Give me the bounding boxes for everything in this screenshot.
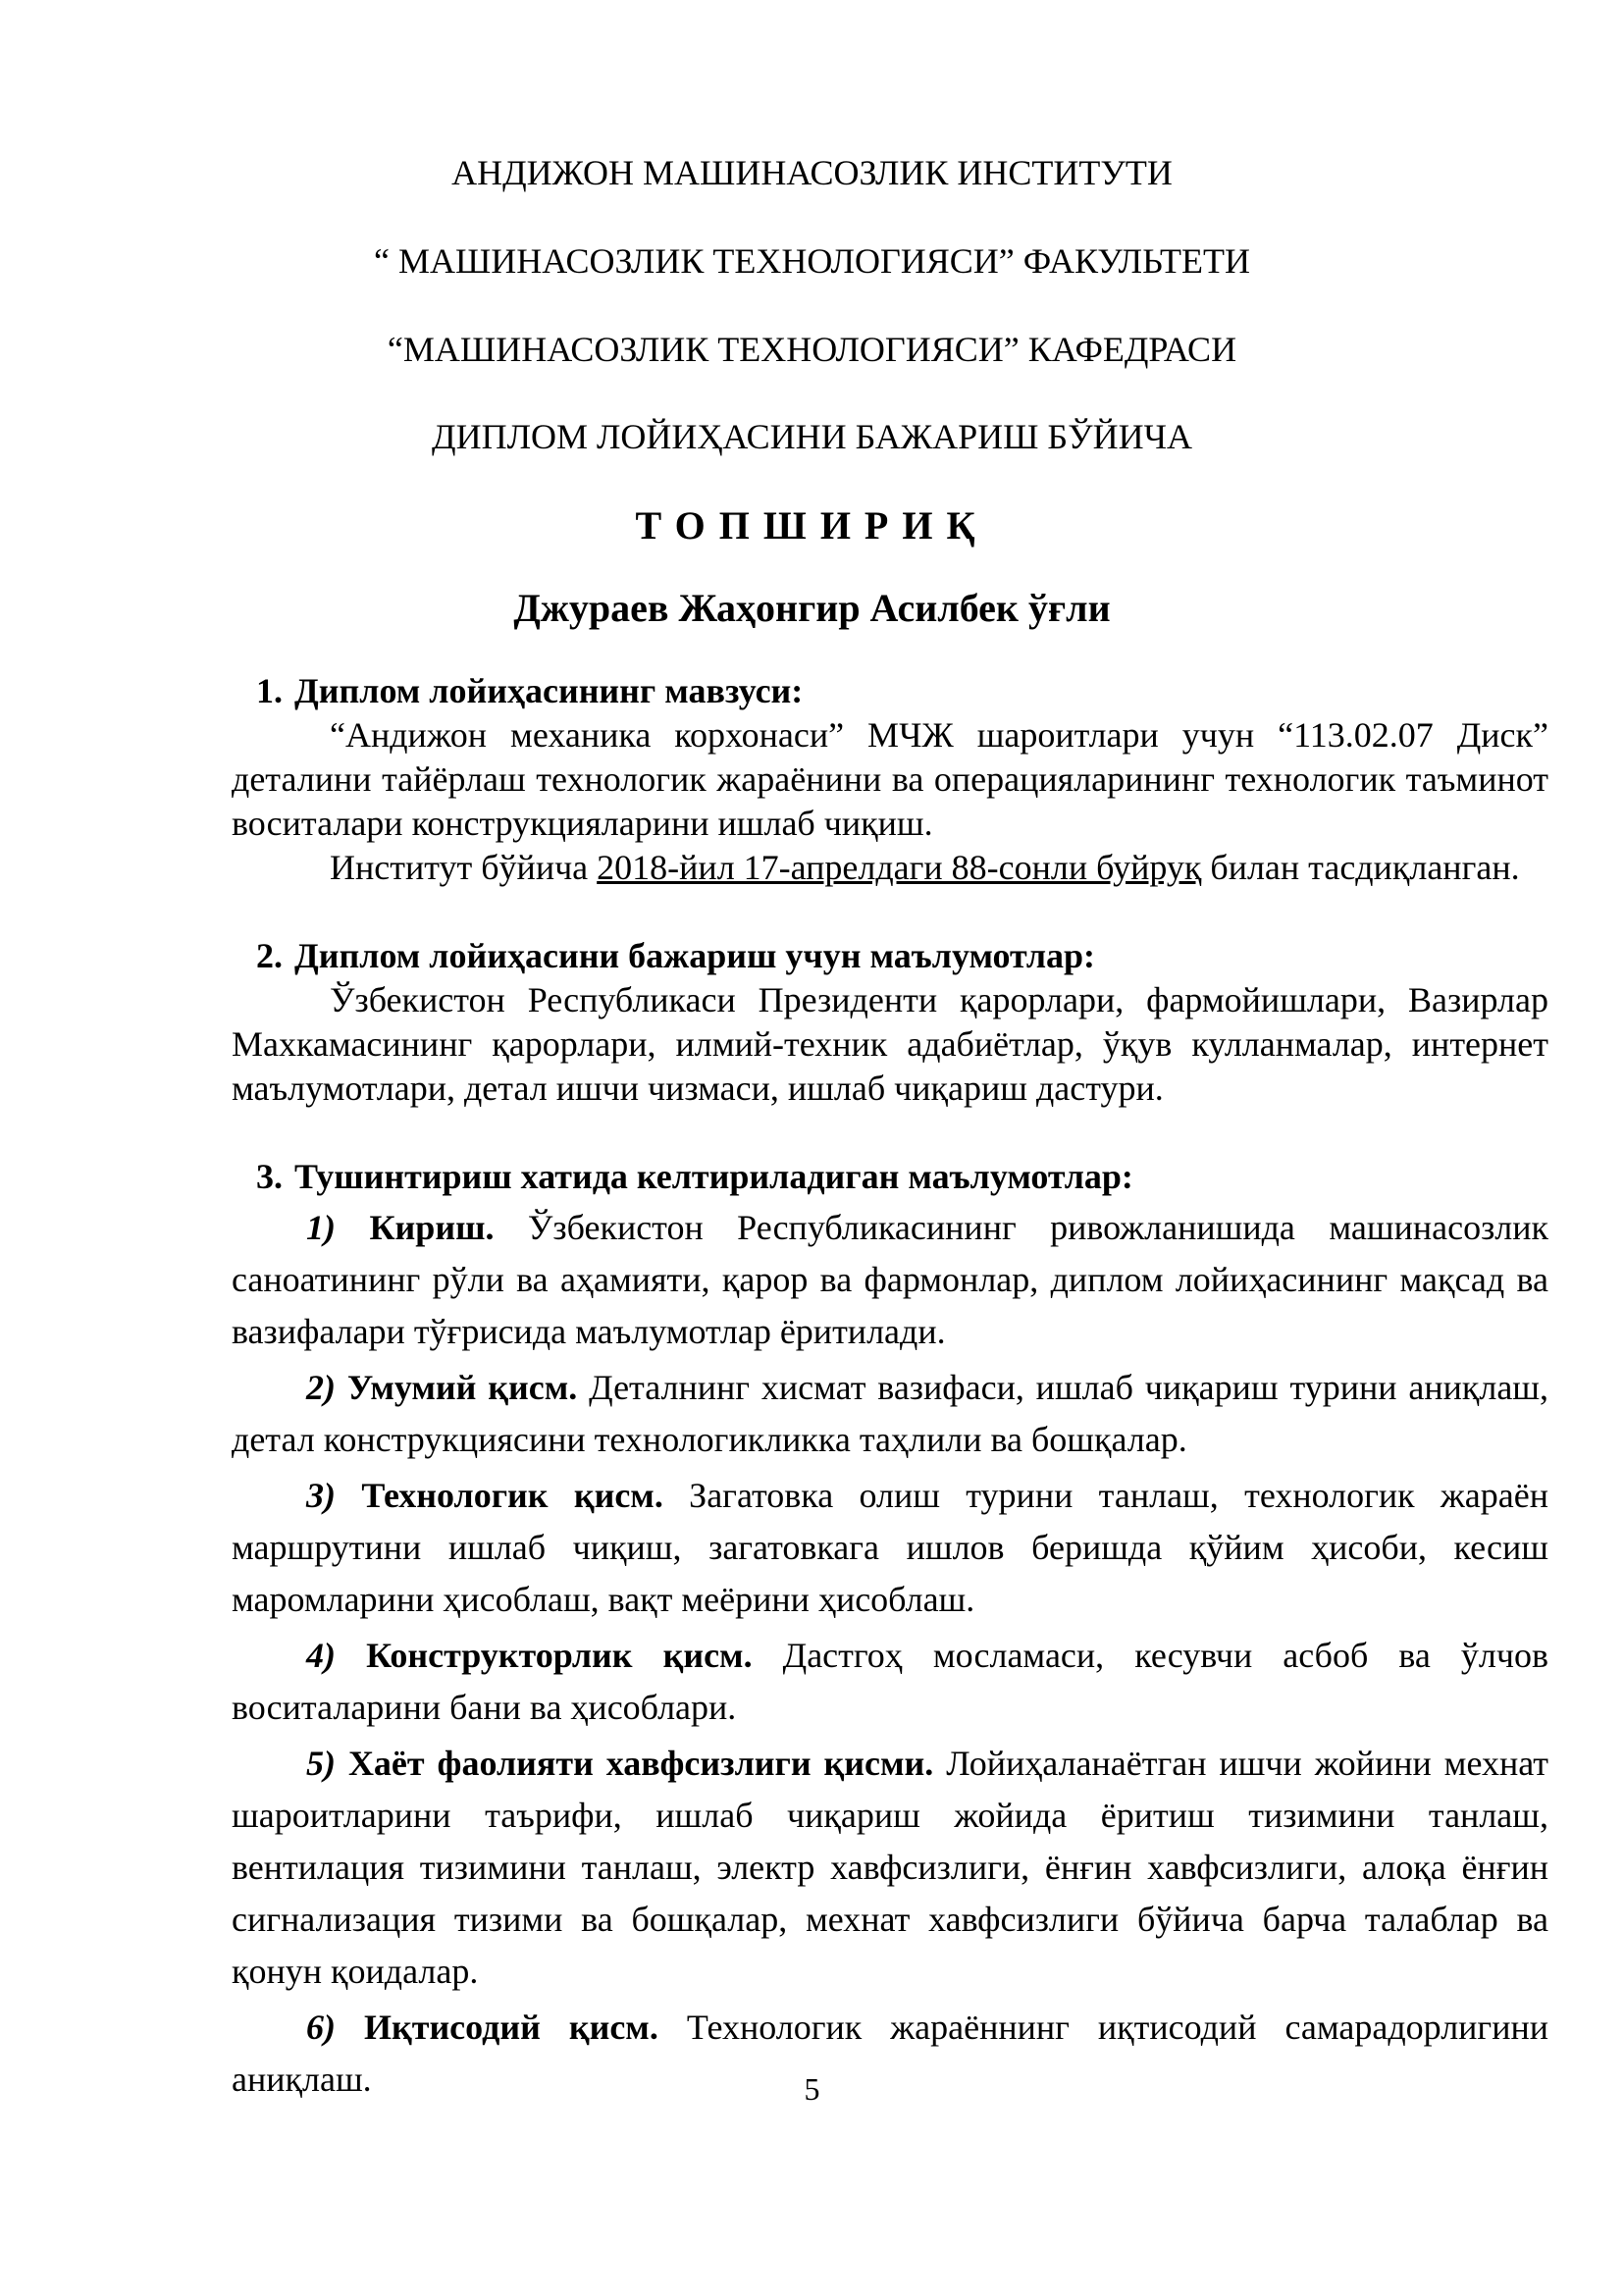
item-number: 4) <box>306 1636 336 1675</box>
list-item <box>232 1202 1548 1358</box>
list-item <box>232 1470 1548 1626</box>
approval-order: 2018-йил 17-апрелдаги 88-сонли буйруқ <box>597 848 1202 887</box>
item-number: 2) <box>306 1368 336 1407</box>
document-purpose: ДИПЛОМ ЛОЙИҲАСИНИ БАЖАРИШ БЎЙИЧА <box>432 417 1192 456</box>
section-3-number: 3. <box>256 1157 283 1196</box>
item-text: Деталнинг хисмат вазифаси, ишлаб чиқариш турини аниқлаш, детал конструкциясини технологикликка таҳлили ва бошқалар. <box>232 1368 1549 1459</box>
section-2-number: 2. <box>256 936 283 975</box>
item-text: Лойиҳаланаётган ишчи жойини мехнат шароитларини таърифи, ишлаб чиқариш жойида ёритиш тизимини танлаш, вентилация тизимини танлаш, электр хавфсизлиги, ёнғин хавфсизлиги, алоқа ёнғин сигнализация тизими ва бошқалар, мехнат хавфсизлиги бўйича барча талаблар ва қонун қоидалар. <box>232 1744 1548 1991</box>
list-item <box>232 1630 1548 1734</box>
faculty-name: “ МАШИНАСОЗЛИК ТЕХНОЛОГИЯСИ” ФАКУЛЬТЕТИ <box>373 241 1251 281</box>
item-text: Технологик жараённинг иқтисодий самарадорлигини аниқлаш. <box>232 2008 1548 2099</box>
section-1 <box>232 669 1548 890</box>
item-lead: Иқтисодий қисм. <box>364 2008 658 2047</box>
section-2 <box>232 934 1548 1111</box>
institute-name: АНДИЖОН МАШИНАСОЗЛИК ИНСТИТУТИ <box>451 153 1173 192</box>
document-title: ТОПШИРИҚ <box>635 503 989 548</box>
item-number: 3) <box>306 1476 336 1515</box>
approval-prefix: Институт бўйича <box>330 848 589 887</box>
section-3-title: Тушинтириш хатида келтириладиган маълумотлар: <box>294 1157 1133 1196</box>
section-1-approval <box>232 846 1548 890</box>
student-name: Джураев Жаҳонгир Асилбек ўғли <box>513 586 1111 630</box>
item-text: Ўзбекистон Республикасининг ривожланишида машинасозлик саноатининг рўли ва аҳамияти, қарор ва фармонлар, диплом лойиҳасининг мақсад ва вазифалари тўғрисида маълумотлар ёритилади. <box>232 1208 1549 1351</box>
item-number: 5) <box>306 1744 336 1783</box>
list-item <box>232 1738 1548 1998</box>
page-number: 5 <box>804 2071 820 2107</box>
item-lead: Умумий қисм. <box>346 1368 578 1407</box>
item-lead: Технологик қисм. <box>361 1476 663 1515</box>
section-1-title: Диплом лойиҳасининг мавзуси: <box>294 671 804 710</box>
section-1-topic: “Андижон механика корхонаси” МЧЖ шароитлари учун “113.02.07 Диск” деталини тайёрлаш технологик жараёнини ва операцияларининг технологик таъминот воситалари конструкцияларини ишлаб чиқиш. <box>232 715 1548 843</box>
item-number: 1) <box>306 1208 336 1247</box>
department-name: “МАШИНАСОЗЛИК ТЕХНОЛОГИЯСИ” КАФЕДРАСИ <box>387 330 1237 369</box>
approval-suffix: билан тасдиқланган. <box>1210 848 1520 887</box>
section-2-heading <box>232 934 1548 978</box>
section-3-heading <box>232 1155 1548 1199</box>
item-number: 6) <box>306 2008 336 2047</box>
section-1-heading <box>232 669 1548 713</box>
item-text: Дастгоҳ мосламаси, кесувчи асбоб ва ўлчов воситаларини бани ва ҳисоблари. <box>232 1636 1548 1727</box>
item-lead: Хаёт фаолияти хавфсизлиги қисми. <box>347 1744 934 1783</box>
section-1-number: 1. <box>256 671 283 710</box>
section-2-title: Диплом лойиҳасини бажариш учун маълумотлар: <box>294 936 1096 975</box>
section-2-text: Ўзбекистон Республикаси Президенти қарорлари, фармойишлари, Вазирлар Махкамасининг қарорлари, илмий-техник адабиётлар, ўқув кулланмалар, интернет маълумотлари, детал ишчи чизмаси, ишлаб чиқариш дастури. <box>232 980 1548 1108</box>
item-text: Загатовка олиш турини танлаш, технологик жараён маршрутини ишлаб чиқиш, загатовкага ишлов беришда қўйим ҳисоби, кесиш маромларини ҳисоблаш, вақт меёрини ҳисоблаш. <box>232 1476 1548 1619</box>
list-item <box>232 1362 1548 1466</box>
item-lead: Кириш. <box>369 1208 495 1247</box>
section-3-items <box>232 1202 1548 2106</box>
item-lead: Конструкторлик қисм. <box>366 1636 753 1675</box>
section-3 <box>232 1155 1548 1199</box>
